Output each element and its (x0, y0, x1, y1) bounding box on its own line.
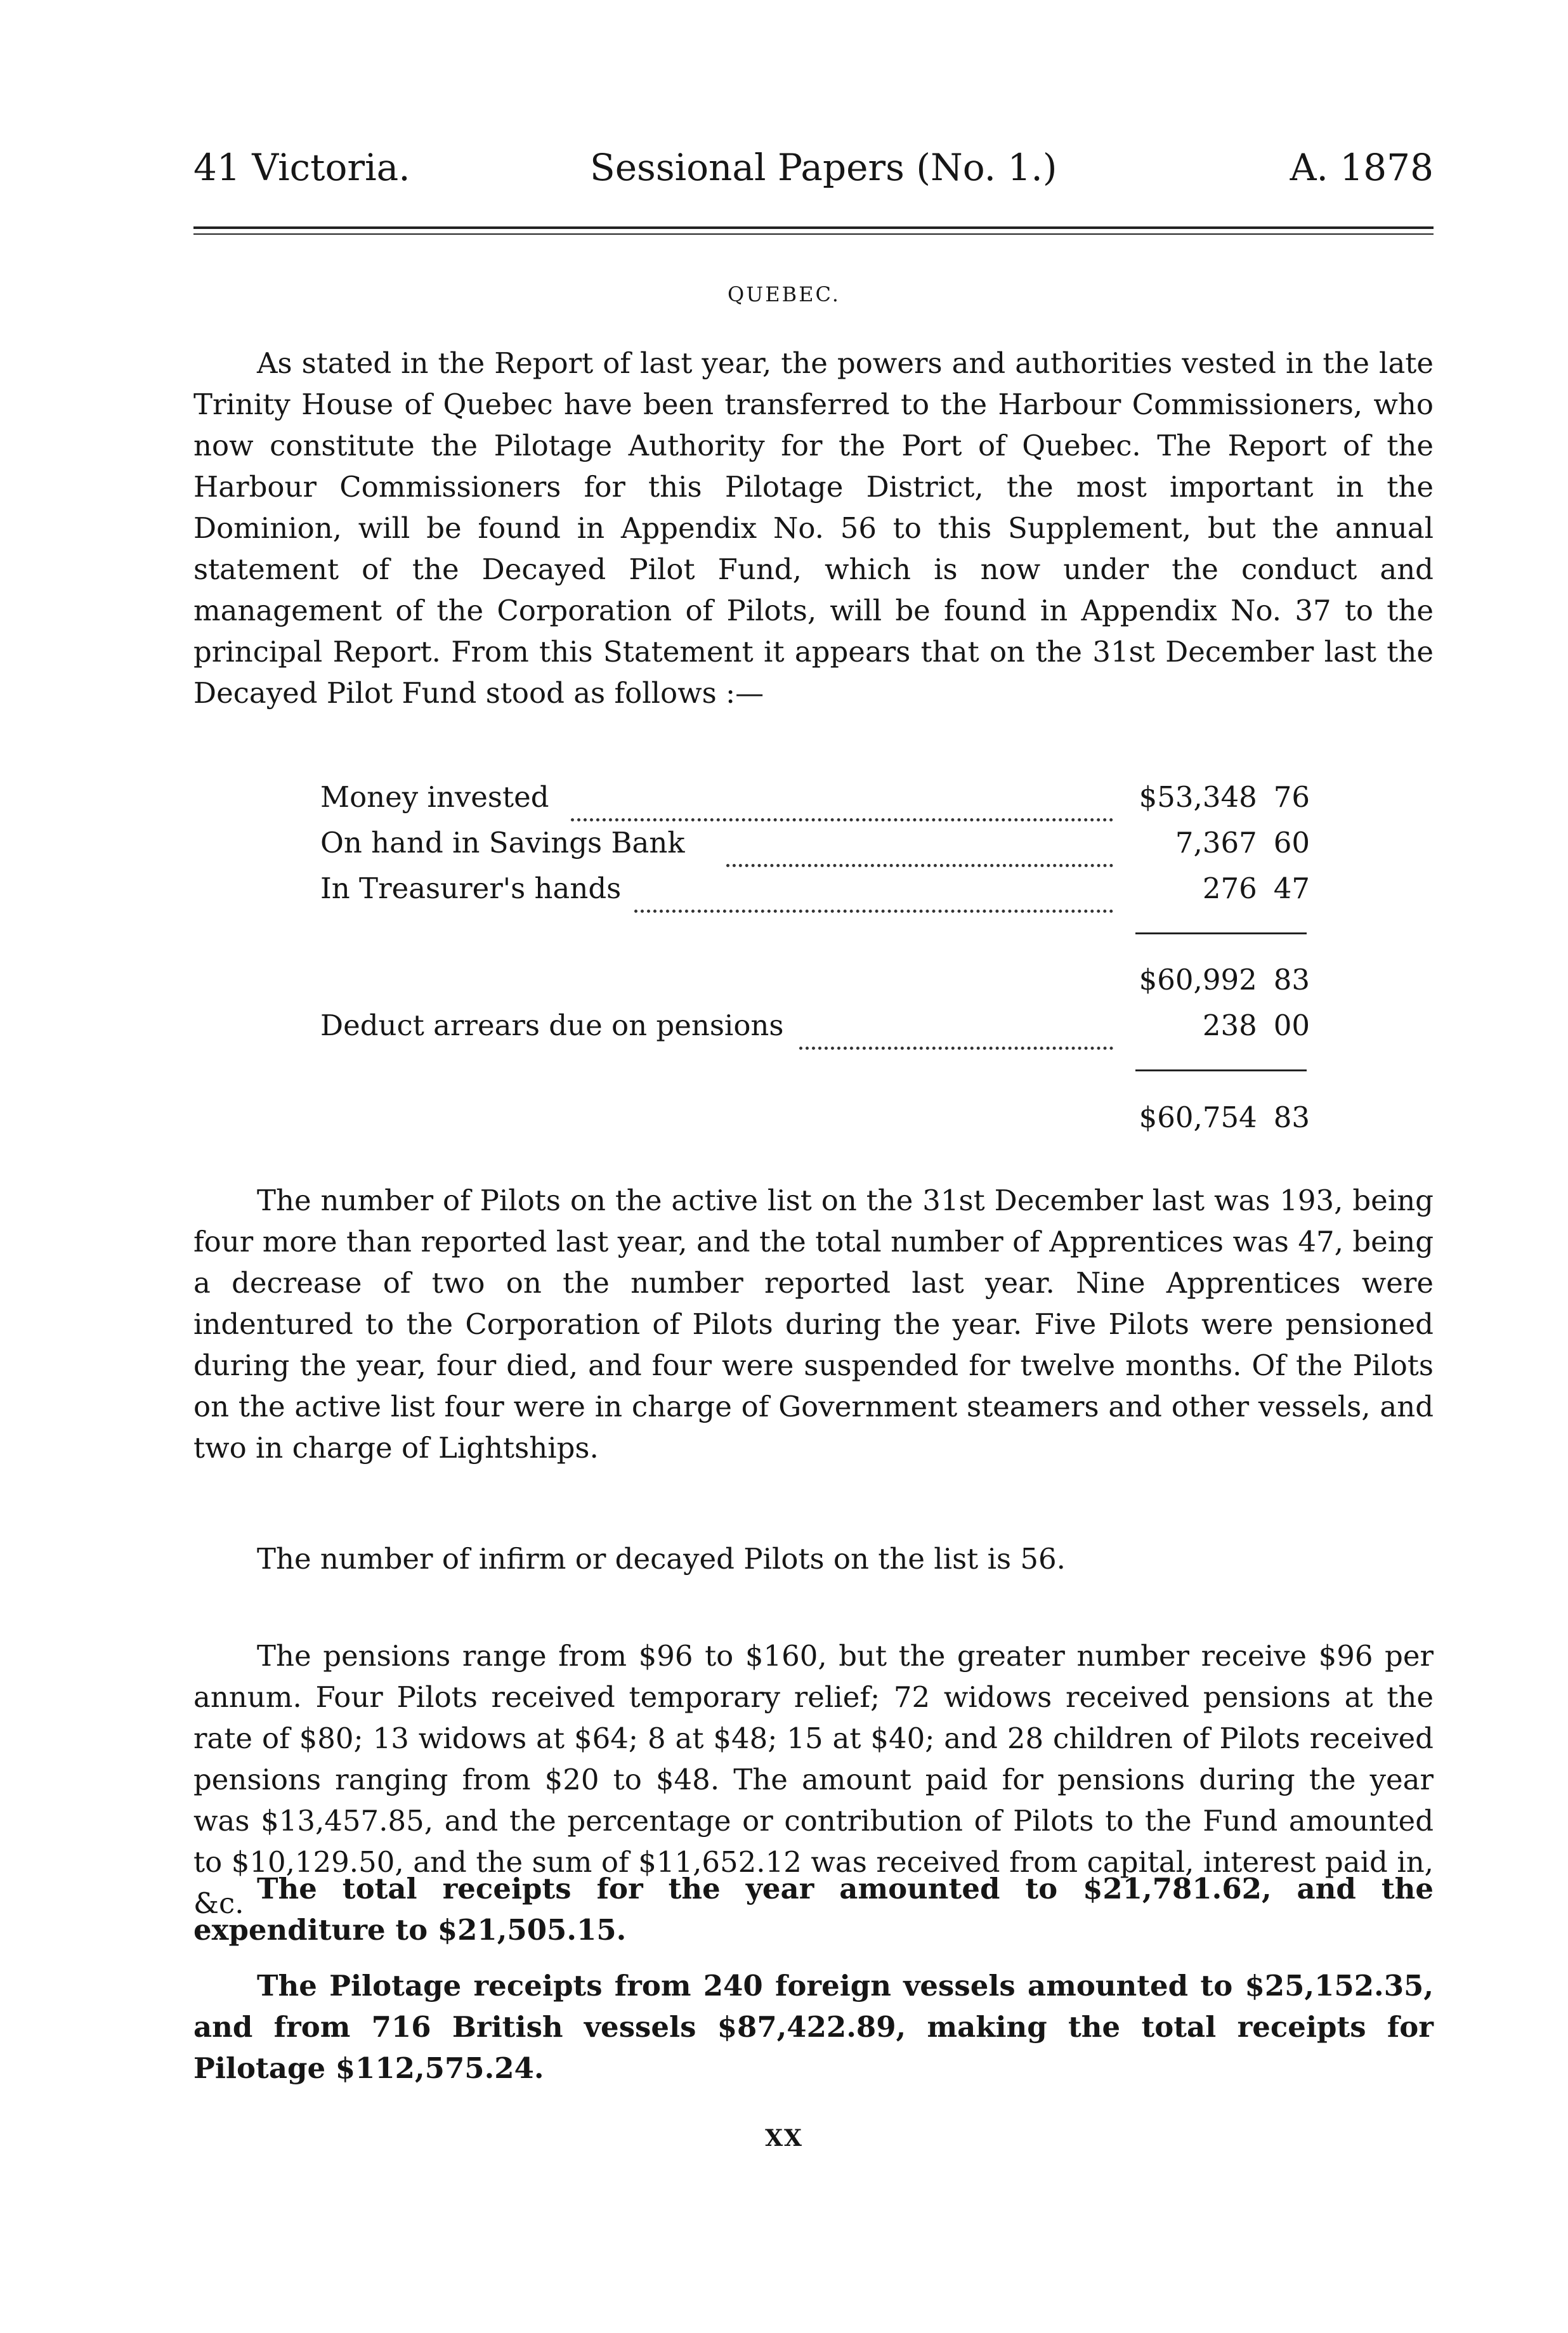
header-rule-thin (193, 233, 1434, 235)
paragraph-pensions: The pensions range from $96 to $160, but the greater number receive $96 per annum. Four Pilots received temporary relief; 72 widows received pensions at the rate of $80; 13 widows at $64; 8 at $48; 15 at $40; and 28 children of Pilots received pensions ranging from $20 to $48. The amount paid for pensions during the year was $13,457.85, and the percentage or contribution of Pilots to the Fund amounted to $10,129.50, and the sum of $11,652.12 was received from capital, interest paid in, &c. (193, 1639, 1434, 1920)
ledger-amount: 238 00 (1202, 1009, 1310, 1042)
paragraph-pilotage-receipts: The Pilotage receipts from 240 foreign vessels amounted to $25,152.35, and from 716 British vessels $87,422.89, making the total receipts for Pilotage $112,575.24. (193, 1969, 1434, 2085)
page-number: XX (765, 2125, 803, 2152)
dot-leader (799, 1009, 1113, 1050)
dot-leader (634, 872, 1113, 913)
ledger-amount: $60,754 83 (1139, 1101, 1310, 1134)
sum-rule (1135, 932, 1307, 934)
ledger-amount: $60,992 83 (1139, 963, 1310, 997)
dot-leader (726, 826, 1113, 867)
header-session: 41 Victoria. (193, 146, 410, 189)
page-header (193, 146, 1434, 203)
ledger-label: On hand in Savings Bank (320, 826, 685, 859)
header-year: A. 1878 (1290, 146, 1434, 189)
ledger-amount: 276 47 (1202, 872, 1310, 905)
section-title: QUEBEC. (728, 282, 840, 306)
header-rule-thick (193, 226, 1434, 229)
ledger-label: Deduct arrears due on pensions (320, 1009, 784, 1042)
paragraph-intro: As stated in the Report of last year, the powers and authorities vested in the late Trinity House of Quebec have been transferred to the Harbour Commissioners, who now constitute the Pilotage Authority for the Port of Quebec. The Report of the Harbour Commissioners for this Pilotage District, the most important in the Dominion, will be found in Appendix No. 56 to this Supplement, but the annual statement of the Decayed Pilot Fund, which is now under the conduct and management of the Corporation of Pilots, will be found in Appendix No. 37 to the principal Report. From this Statement it appears that on the 31st December last the Decayed Pilot Fund stood as follows :— (193, 346, 1434, 710)
ledger-amount: $53,348 76 (1139, 780, 1310, 814)
header-title: Sessional Papers (No. 1.) (590, 146, 1057, 189)
sum-rule (1135, 1069, 1307, 1071)
paragraph-infirm: The number of infirm or decayed Pilots on the list is 56. (257, 1542, 1066, 1576)
paragraph-pilots: The number of Pilots on the active list on the 31st December last was 193, being four more than reported last year, and the total number of Apprentices was 47, being a decrease of two on the number reported last year. Nine Apprentices were indentured to the Corporation of Pilots during the year. Five Pilots were pensioned during the year, four died, and four were suspended for twelve months. Of the Pilots on the active list four were in charge of Government steamers and other vessels, and two in charge of Lightships. (193, 1184, 1434, 1465)
dot-leader (571, 780, 1113, 821)
ledger-label: Money invested (320, 780, 549, 814)
ledger-label: In Treasurer's hands (320, 872, 622, 905)
ledger-amount: 7,367 60 (1175, 826, 1310, 859)
paragraph-receipts: The total receipts for the year amounted to $21,781.62, and the expenditure to $21,505.15. (193, 1872, 1434, 1947)
